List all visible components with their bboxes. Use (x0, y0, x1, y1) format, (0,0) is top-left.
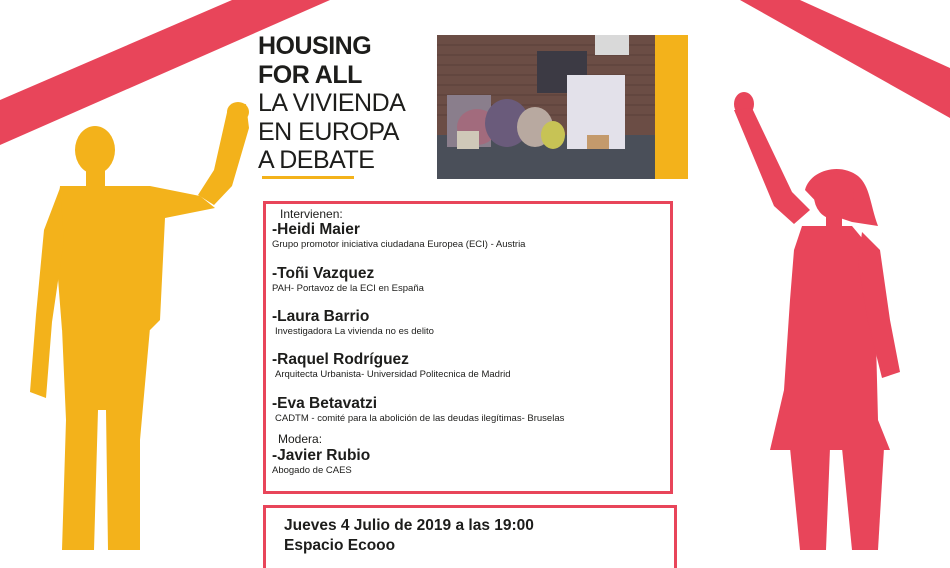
moderator-label: Modera: (278, 432, 323, 446)
title-line-for-all: FOR ALL (258, 60, 362, 89)
speaker-name: -Javier Rubio (272, 447, 371, 464)
speaker-item (272, 265, 424, 295)
speaker-name: -Eva Betavatzi (272, 395, 378, 412)
man-silhouette (30, 102, 249, 550)
speaker-name: -Heidi Maier (272, 221, 360, 238)
woman-silhouette (734, 92, 900, 550)
speakers-box (263, 201, 673, 494)
eviction-photo-illustration (437, 35, 655, 179)
speaker-item (272, 395, 564, 425)
speaker-role: Abogado de CAES (272, 465, 352, 476)
title-line-a-debate: A DEBATE (258, 146, 375, 174)
speaker-name: -Toñi Vazquez (272, 265, 375, 282)
title-underline (262, 176, 354, 179)
event-info-box (263, 505, 677, 568)
event-date: Jueves 4 Julio de 2019 a las 19:00 (284, 517, 534, 534)
title-line-en-europa: EN EUROPA (258, 117, 399, 146)
speaker-role: Investigadora La vivienda no es delito (275, 326, 434, 337)
event-venue: Espacio Ecooo (284, 537, 396, 554)
speakers-intro-label: Intervienen: (280, 207, 343, 221)
roof-right-stroke (740, 0, 950, 118)
title-line-housing: HOUSING (258, 32, 372, 60)
speaker-item (272, 221, 525, 251)
poster-title (258, 32, 438, 175)
speaker-name: -Raquel Rodríguez (272, 351, 409, 368)
speaker-role: PAH- Portavoz de la ECI en España (272, 283, 424, 294)
speaker-role: Arquitecta Urbanista- Universidad Politecnica de Madrid (275, 369, 511, 380)
speaker-item (272, 308, 434, 338)
speaker-item (272, 351, 511, 381)
speaker-role: Grupo promotor iniciativa ciudadana Europea (ECI) - Austria (272, 239, 526, 250)
speaker-item (272, 447, 370, 477)
eviction-photo (437, 35, 655, 179)
speaker-name: -Laura Barrio (272, 308, 370, 325)
speaker-role: CADTM - comité para la abolición de las deudas ilegítimas- Bruselas (275, 413, 565, 424)
title-line-la-vivienda: LA VIVIENDA (258, 89, 406, 117)
